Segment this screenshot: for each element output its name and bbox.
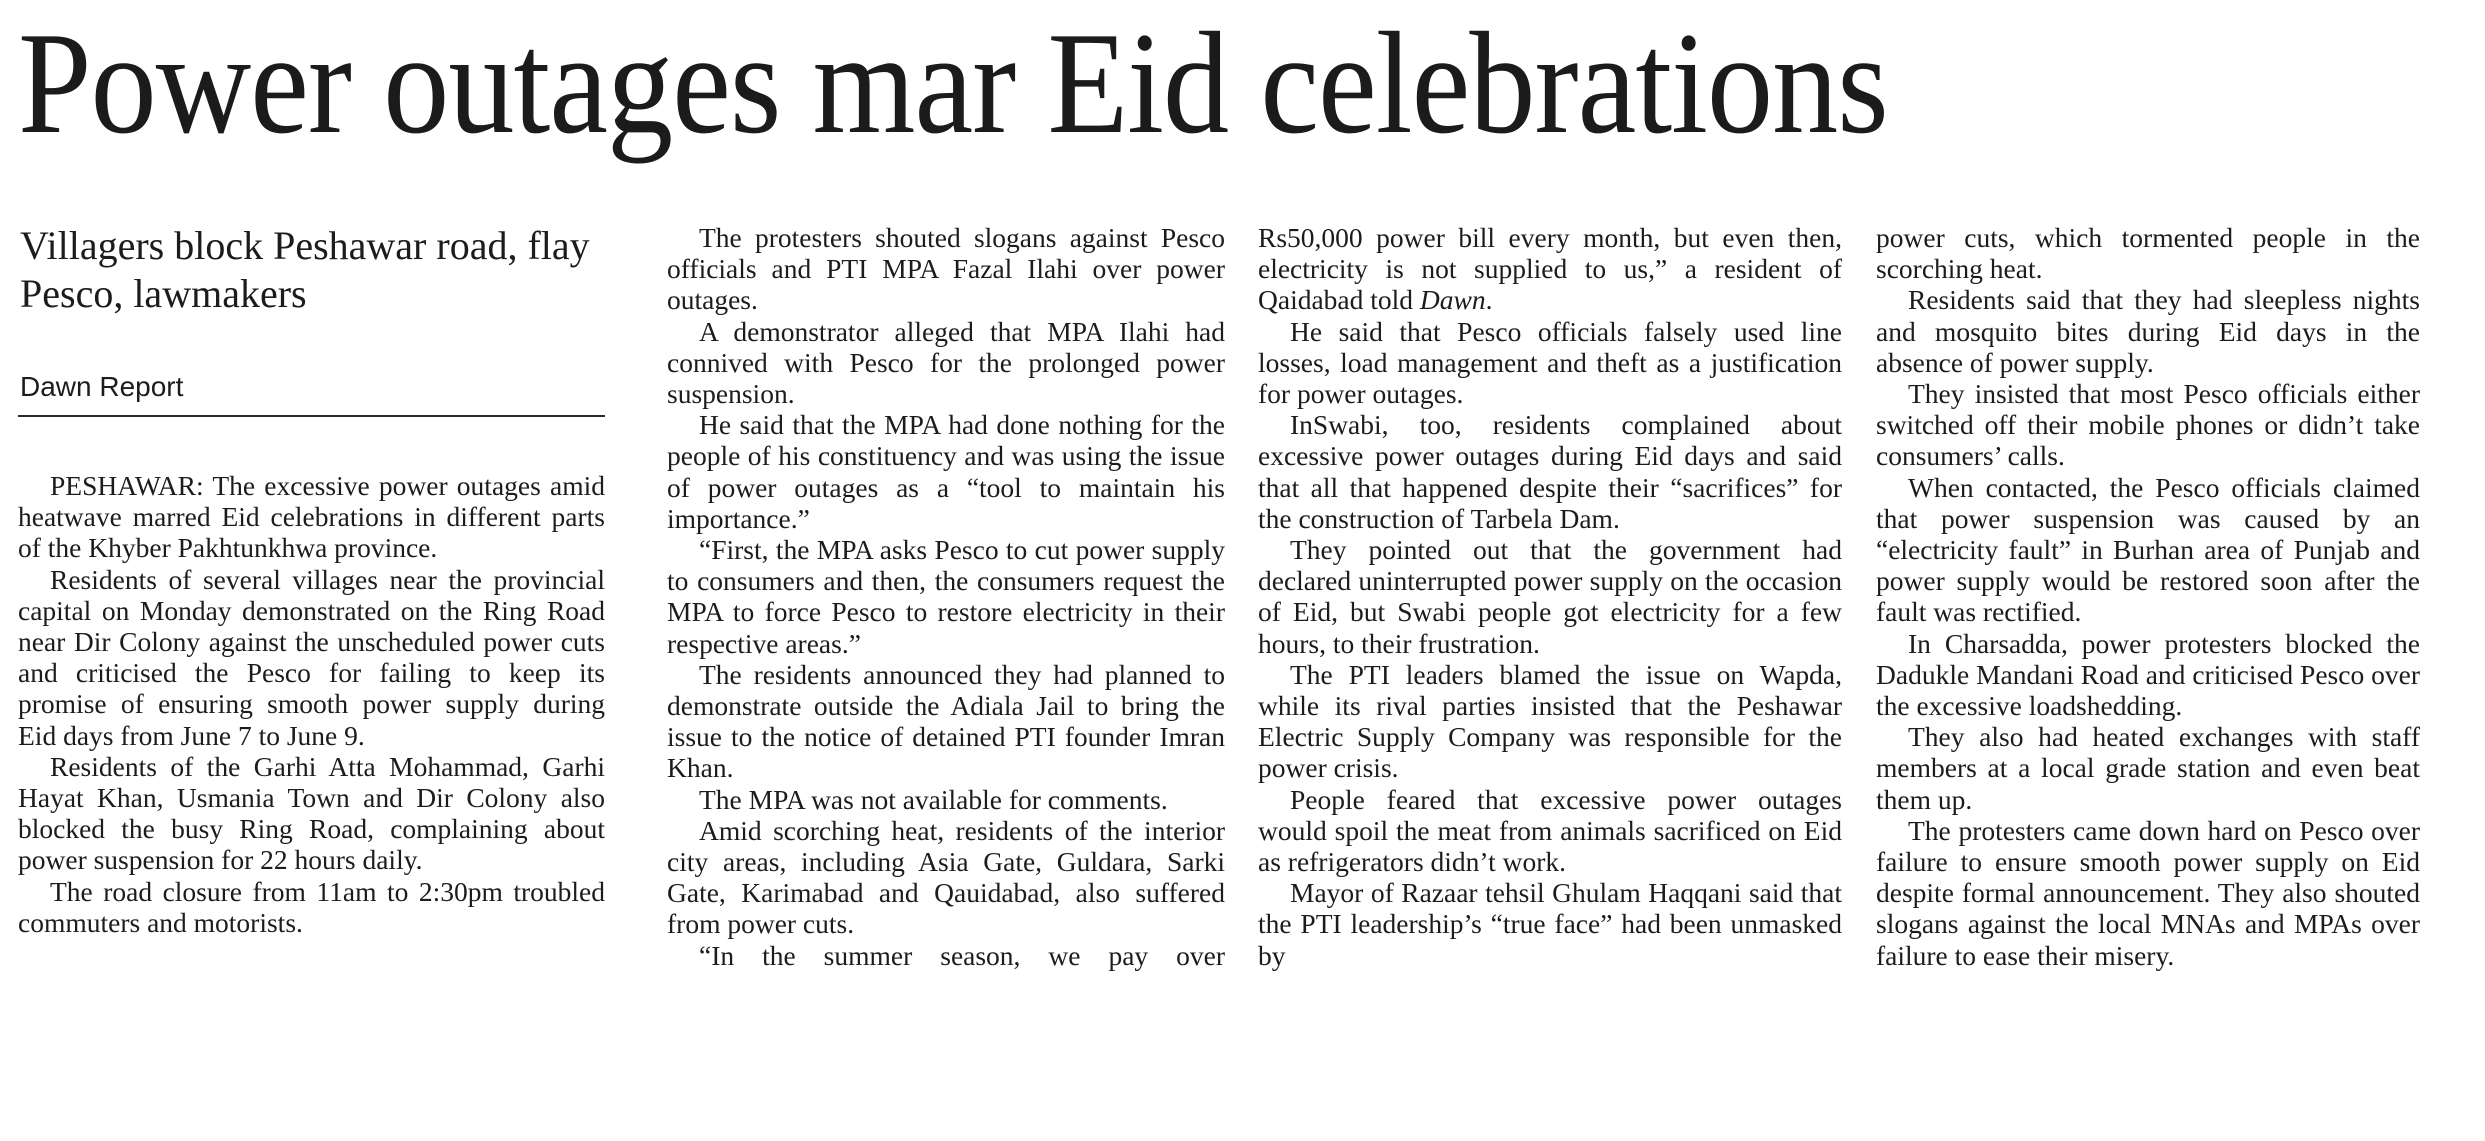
paragraph: He said that the MPA had done nothing for the people of his constituency and was using the issue of power outages as a “tool to maintain his importance.” [667, 409, 1225, 534]
paragraph: People feared that excessive power outages would spoil the meat from animals sacrificed on Eid as refrigerators didn’t work. [1258, 783, 1842, 878]
paragraph-text: Rs50,000 power bill every month, but even then, electricity is not supplied to us,” a resident of Qaidabad told [1258, 222, 1842, 316]
paragraph: The protesters came down hard on Pesco over failure to ensure smooth power supply on Eid despite formal announcement. They also shouted slogans against the local MNAs and MPAs over failure to ease their misery. [1876, 814, 2420, 971]
paragraph-continued [1258, 222, 1842, 316]
paragraph: Mayor of Razaar tehsil Ghulam Haqqani said that the PTI leadership’s “true face” had been unmasked by [1258, 877, 1842, 971]
paragraph: The residents announced they had planned to demonstrate outside the Adiala Jail to bring the issue to the notice of detained PTI founder Imran Khan. [667, 658, 1225, 784]
paragraph: They insisted that most Pesco officials either switched off their mobile phones or didn’t take consumers’ calls. [1876, 378, 2420, 472]
byline-divider [18, 415, 605, 417]
source-name: Dawn [1419, 284, 1486, 316]
paragraph: A demonstrator alleged that MPA Ilahi had connived with Pesco for the prolonged power suspension. [667, 315, 1225, 410]
paragraph: Amid scorching heat, residents of the interior city areas, including Asia Gate, Guldara, Sarki Gate, Karimabad and Qauidabad, also suffered from power cuts. [667, 814, 1225, 940]
article-column-3 [1258, 222, 1842, 971]
paragraph: Residents said that they had sleepless nights and mosquito bites during Eid days in the absence of power supply. [1876, 284, 2420, 378]
paragraph: Residents of several villages near the provincial capital on Monday demonstrated on the Ring Road near Dir Colony against the unscheduled power cuts and criticised the Pesco for failing to keep its promise of ensuring smooth power supply during Eid days from June 7 to June 9. [18, 563, 605, 751]
paragraph: The protesters shouted slogans against Pesco officials and PTI MPA Fazal Ilahi over power outages. [667, 222, 1225, 316]
paragraph: PESHAWAR: The excessive power outages amid heatwave marred Eid celebrations in different parts of the Khyber Pakhtunkhwa province. [18, 470, 605, 564]
headline: Power outages mar Eid celebrations [18, 2, 1888, 164]
paragraph: The PTI leaders blamed the issue on Wapda, while its rival parties insisted that the Peshawar Electric Supply Company was responsible for the power crisis. [1258, 658, 1842, 784]
article-column-2 [667, 222, 1225, 971]
paragraph-continued: power cuts, which tormented people in the scorching heat. [1876, 222, 2420, 285]
paragraph: They pointed out that the government had declared uninterrupted power supply on the occasion of Eid, but Swabi people got electricity for a few hours, to their frustration. [1258, 534, 1842, 659]
paragraph: The road closure from 11am to 2:30pm troubled commuters and motorists. [18, 875, 605, 938]
subheadline: Villagers block Peshawar road, flay Pesco, lawmakers [20, 223, 590, 316]
paragraph: InSwabi, too, residents complained about excessive power outages during Eid days and said that all that happened despite their “sacrifices” for the construction of Tarbela Dam. [1258, 409, 1842, 534]
article-column-1 [18, 470, 605, 938]
paragraph: Residents of the Garhi Atta Mohammad, Garhi Hayat Khan, Usmania Town and Dir Colony also blocked the busy Ring Road, complaining about power suspension for 22 hours daily. [18, 750, 605, 876]
byline: Dawn Report [20, 371, 184, 402]
paragraph: “First, the MPA asks Pesco to cut power supply to consumers and then, the consumers request the MPA to force Pesco to restore electricity in their respective areas.” [667, 534, 1225, 659]
paragraph: They also had heated exchanges with staff members at a local grade station and even beat them up. [1876, 721, 2420, 815]
paragraph: “In the summer season, we pay over [699, 939, 1225, 971]
paragraph: He said that Pesco officials falsely used line losses, load management and theft as a justification for power outages. [1258, 315, 1842, 410]
paragraph: In Charsadda, power protesters blocked the Dadukle Mandani Road and criticised Pesco over the excessive loadshedding. [1876, 627, 2420, 722]
paragraph: The MPA was not available for comments. [699, 783, 1168, 815]
punctuation: . [1485, 284, 1493, 316]
article-column-4 [1876, 222, 2420, 971]
paragraph: When contacted, the Pesco officials claimed that power suspension was caused by an “electricity fault” in Burhan area of Punjab and power supply would be restored soon after the fault was rectified. [1876, 471, 2420, 628]
